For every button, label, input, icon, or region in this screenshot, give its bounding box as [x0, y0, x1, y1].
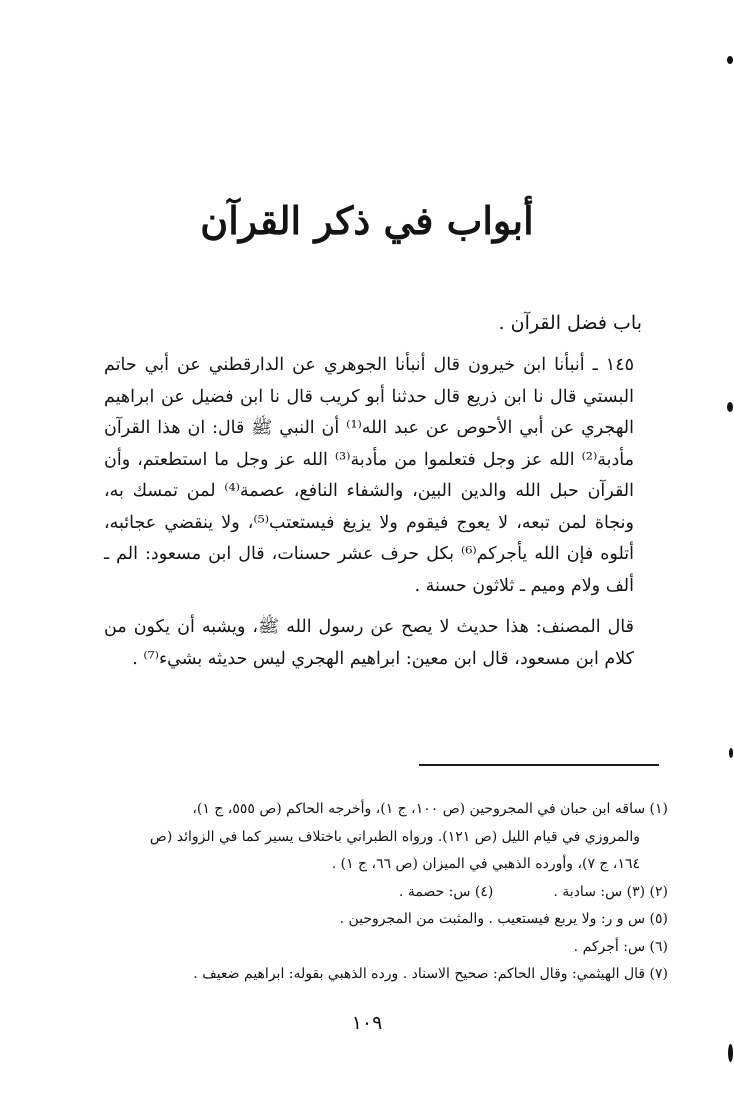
footnote-1-continued: والمروزي في قيام الليل (ص ١٢١). ورواه الطبراني باختلاف يسير كما في الزوائد (ص: [149, 828, 640, 845]
scan-mark: [729, 748, 733, 758]
footnote-1: (١) ساقه ابن حبان في المجروحين (ص ١٠٠، ج ١)، وأخرجه الحاكم (ص ٥٥٥، ج ١)،: [192, 801, 668, 817]
scan-mark: [728, 1044, 733, 1062]
hadith-paragraph: ١٤٥ ـ أنبأنا ابن خيرون قال أنبأنا الجوهري عن الدارقطني عن أبي حاتم البستي قال نا ابن ذريع قال حدثنا أبو كريب قال نا ابن فضيل عن ابراهيم الهجري عن أبي الأحوص عن عبد الله⁽¹⁾ أن النبي ﷺ قال: ان هذا القرآن مأدبة⁽²⁾ الله عز وجل فتعلموا من مأدبة⁽³⁾ الله عز وجل ما استطعتم، وأن القرآن حبل الله والدين البين، والشفاء النافع، عصمة⁽⁴⁾ لمن تمسك به، ونجاة لمن تبعه، لا يعوج فيقوم ولا يزيغ فيستعتب⁽⁵⁾، ولا ينقضي عجائبه، أتلوه فإن الله يأجركم⁽⁶⁾ بكل حرف عشر حسنات، قال ابن مسعود: الم ـ ألف ولام وميم ـ ثلاثون حسنة .: [104, 355, 635, 596]
footnote-separator: [419, 764, 659, 766]
main-text: [104, 350, 634, 675]
footnotes: [68, 796, 668, 989]
footnote-row: [68, 879, 668, 907]
scan-mark: [727, 56, 733, 64]
scan-mark: [727, 402, 733, 412]
footnote-5: (٥) س و ر: ولا يربع فيستعيب . والمثبت من المجروحين .: [339, 911, 668, 927]
chapter-title: أبواب في ذكر القرآن: [200, 198, 534, 243]
author-comment-paragraph: قال المصنف: هذا حديث لا يصح عن رسول الله ﷺ، ويشبه أن يكون من كلام ابن مسعود، قال ابن معين: ابراهيم الهجري ليس حديثه بشيء⁽⁷⁾ .: [104, 617, 634, 669]
section-heading: باب فضل القرآن .: [498, 312, 642, 334]
footnote-1-continued: ١٦٤، ج ٧)، وأورده الذهبي في الميزان (ص ٦٦، ج ١) .: [331, 856, 640, 872]
footnote-2-3: (٢) (٣) س: سادبة .: [553, 883, 668, 900]
footnote-7: (٧) قال الهيثمي: وقال الحاكم: صحيح الاسناد . ورده الذهبي بقوله: ابراهيم ضعيف .: [193, 966, 668, 982]
footnote-4: (٤) س: حصمة .: [398, 883, 494, 900]
footnote-6: (٦) س: أجركم .: [573, 938, 668, 955]
page-number: ١٠٩: [351, 1012, 383, 1034]
